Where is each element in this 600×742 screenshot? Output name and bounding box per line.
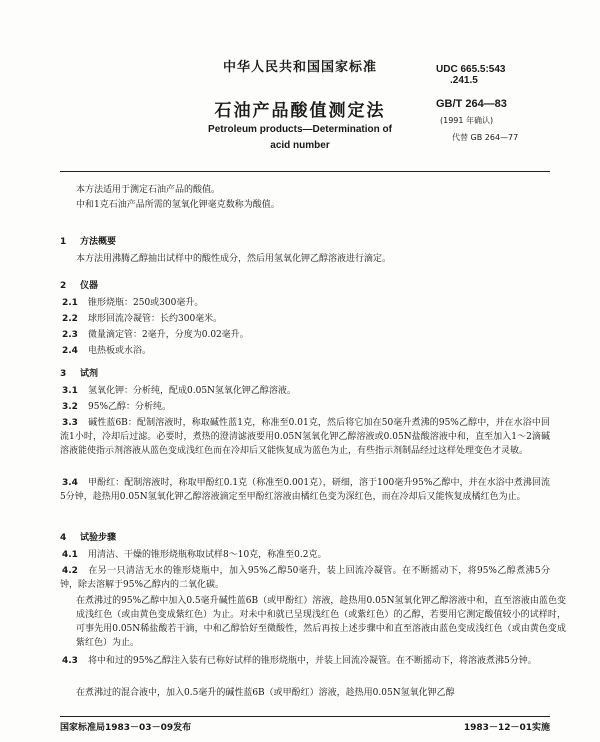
list-item bbox=[60, 312, 550, 326]
replaces-note: 代替 GB 264—77 bbox=[452, 133, 519, 142]
national-standard-heading: 中华人民共和国国家标准 bbox=[222, 60, 377, 75]
section-1-heading bbox=[60, 234, 116, 247]
confirmation-note: (1991 年确认) bbox=[440, 116, 494, 125]
item-number: 3.4 bbox=[62, 478, 78, 488]
udc-code bbox=[436, 64, 505, 86]
list-item bbox=[60, 476, 550, 504]
list-item bbox=[60, 654, 550, 668]
section-number: 4 bbox=[60, 533, 67, 543]
list-item bbox=[60, 296, 550, 310]
item-number: 2.3 bbox=[62, 330, 78, 340]
top-divider bbox=[60, 171, 550, 172]
item-number: 4.2 bbox=[62, 566, 78, 576]
item-text: 用清洁、干燥的锥形烧瓶称取试样8～10克，称准至0.2克。 bbox=[88, 550, 327, 560]
list-item bbox=[60, 548, 550, 562]
issue-date: 国家标准局1983－03－09发布 bbox=[60, 723, 192, 733]
item-number: 2.4 bbox=[62, 346, 78, 356]
list-item bbox=[60, 416, 550, 458]
item-number: 4.3 bbox=[62, 656, 78, 666]
section-title: 试验步骤 bbox=[80, 533, 117, 543]
section-title: 方法概要 bbox=[80, 237, 117, 247]
item-number: 4.1 bbox=[62, 550, 78, 560]
item-text: 微量滴定管：2毫升，分度为0.02毫升。 bbox=[88, 330, 249, 340]
section-title: 试剂 bbox=[80, 369, 99, 379]
bottom-divider bbox=[60, 716, 550, 717]
item-text: 电热板或水浴。 bbox=[88, 346, 152, 356]
section-number: 2 bbox=[60, 281, 67, 291]
list-item bbox=[60, 328, 550, 342]
list-item bbox=[60, 400, 550, 414]
item-text: 将中和过的95%乙醇注入装有已称好试样的锥形烧瓶中，并装上回流冷凝管。在不断摇动下，将溶液煮沸5分钟。 bbox=[88, 656, 537, 666]
procedure-paragraph-continued: 在煮沸过的混合液中，加入0.5毫升的碱性蓝6B（或甲酚红）溶液，趁热用0.05N氢氧化钾乙醇 bbox=[76, 688, 455, 698]
udc-line-2: .241.5 bbox=[450, 75, 478, 86]
item-text: 锥形烧瓶：250或300毫升。 bbox=[88, 298, 204, 308]
item-number: 2.1 bbox=[62, 298, 78, 308]
item-text: 甲酚红：配制溶液时，称取甲酚红0.1克（称准至0.001克），研细，溶于100毫升95%乙醇中，并在水浴中煮沸回流5分钟，趁热用0.05N氢氧化钾乙醇溶液滴定至甲酚红溶液由橘红色变为深红色，而在冷却后又能恢复成橘红色为止。 bbox=[60, 478, 550, 502]
section-number: 3 bbox=[60, 369, 67, 379]
standard-number: GB/T 264—83 bbox=[436, 98, 507, 110]
section-title: 仪器 bbox=[80, 281, 99, 291]
udc-line-1: UDC 665.5:543 bbox=[436, 64, 506, 75]
item-text: 在另一只清洁无水的锥形烧瓶中，加入95%乙醇50毫升，装上回流冷凝管。在不断摇动下，将95%乙醇煮沸5分钟，除去溶解于95%乙醇内的二氧化碳。 bbox=[60, 566, 550, 590]
item-number: 2.2 bbox=[62, 314, 78, 324]
section-2-heading bbox=[60, 278, 98, 291]
document-title: 石油产品酸值测定法 bbox=[214, 101, 386, 121]
item-number: 3.1 bbox=[62, 386, 78, 396]
intro-definition: 中和1克石油产品所需的氢氧化钾毫克数称为酸值。 bbox=[76, 200, 280, 210]
item-text: 球形回流冷凝管：长约300毫米。 bbox=[88, 314, 223, 324]
item-number: 3.3 bbox=[62, 418, 78, 428]
item-text: 碱性蓝6B：配制溶液时，称取碱性蓝1克，称准至0.01克，然后将它加在50毫升煮沸的95%乙醇中，并在水浴中回流1小时，冷却后过滤。必要时，煮热的澄清滤液要用0.05N氢氧化钾乙醇溶液或0.05N盐酸溶液中和，直至加入1～2滴碱溶液能使指示剂溶液从蓝色变成浅红色而在冷却后又能恢复成为蓝色为止，有些指示剂制品经过这样处理变色才灵敏。 bbox=[60, 418, 550, 456]
procedure-paragraph: 在煮沸过的95%乙醇中加入0.5毫升碱性蓝6B（或甲酚红）溶液，趁热用0.05N氢氧化钾乙醇溶液中和，直至溶液由蓝色变成浅红色（或由黄色变成紫红色）为止。对未中和就已呈现浅红色（或紫红色）的乙醇，若要用它测定酸值较小的试样时，可事先用0.05N稀盐酸若干滴，中和乙醇恰好至微酸性，然后再按上述步骤中和直至溶液由蓝色变成浅红色（或由黄色变成紫红色）为止。 bbox=[76, 596, 566, 648]
section-4-heading bbox=[60, 530, 116, 543]
section-3-heading bbox=[60, 366, 98, 379]
english-title-line-1: Petroleum products—Determination of bbox=[208, 124, 392, 135]
list-item bbox=[60, 564, 550, 592]
effective-date: 1983－12－01实施 bbox=[463, 723, 550, 733]
english-title-line-2: acid number bbox=[270, 140, 330, 151]
list-item bbox=[60, 384, 550, 398]
list-item bbox=[60, 344, 550, 358]
item-number: 3.2 bbox=[62, 402, 78, 412]
section-number: 1 bbox=[60, 237, 67, 247]
intro-scope: 本方法适用于测定石油产品的酸值。 bbox=[76, 185, 221, 195]
item-text: 95%乙醇：分析纯。 bbox=[88, 402, 172, 412]
item-text: 氢氧化钾：分析纯，配成0.05N氢氧化钾乙醇溶液。 bbox=[88, 386, 296, 396]
section-1-text: 本方法用沸腾乙醇抽出试样中的酸性成分，然后用氢氧化钾乙醇溶液进行滴定。 bbox=[76, 254, 392, 264]
